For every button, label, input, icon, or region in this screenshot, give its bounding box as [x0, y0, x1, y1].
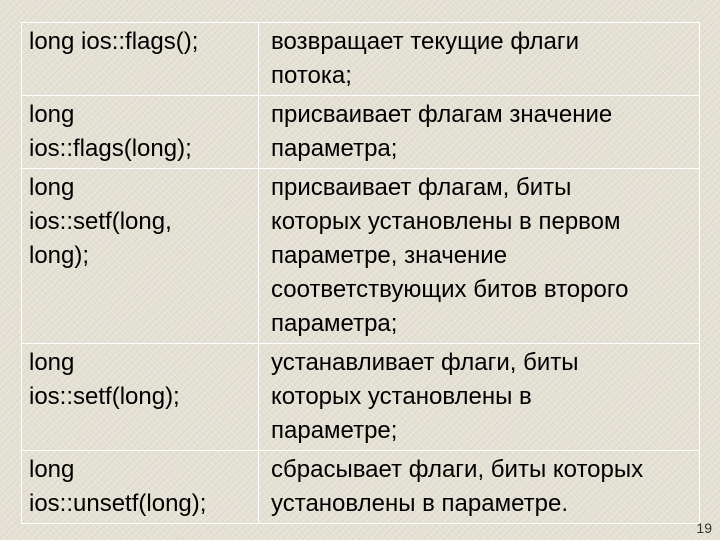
- function-cell: long ios::flags(long);: [22, 96, 259, 169]
- table-row: [22, 23, 700, 96]
- description-cell: устанавливает флаги, биты которых установлены в параметре;: [259, 344, 700, 451]
- function-cell: long ios::setf(long, long);: [22, 169, 259, 344]
- description-cell: присваивает флагам значение параметра;: [259, 96, 700, 169]
- description-cell: сбрасывает флаги, биты которых установлены в параметре.: [259, 451, 700, 524]
- page-number: 19: [696, 520, 712, 536]
- function-table: [21, 22, 700, 524]
- function-cell: long ios::setf(long);: [22, 344, 259, 451]
- table-row: [22, 344, 700, 451]
- table-row: [22, 169, 700, 344]
- table-row: [22, 96, 700, 169]
- description-cell: возвращает текущие флаги потока;: [259, 23, 700, 96]
- function-cell: long ios::unsetf(long);: [22, 451, 259, 524]
- function-cell: long ios::flags();: [22, 23, 259, 96]
- table-row: [22, 451, 700, 524]
- description-cell: присваивает флагам, биты которых установлены в первом параметре, значение соответствующих битов второго параметра;: [259, 169, 700, 344]
